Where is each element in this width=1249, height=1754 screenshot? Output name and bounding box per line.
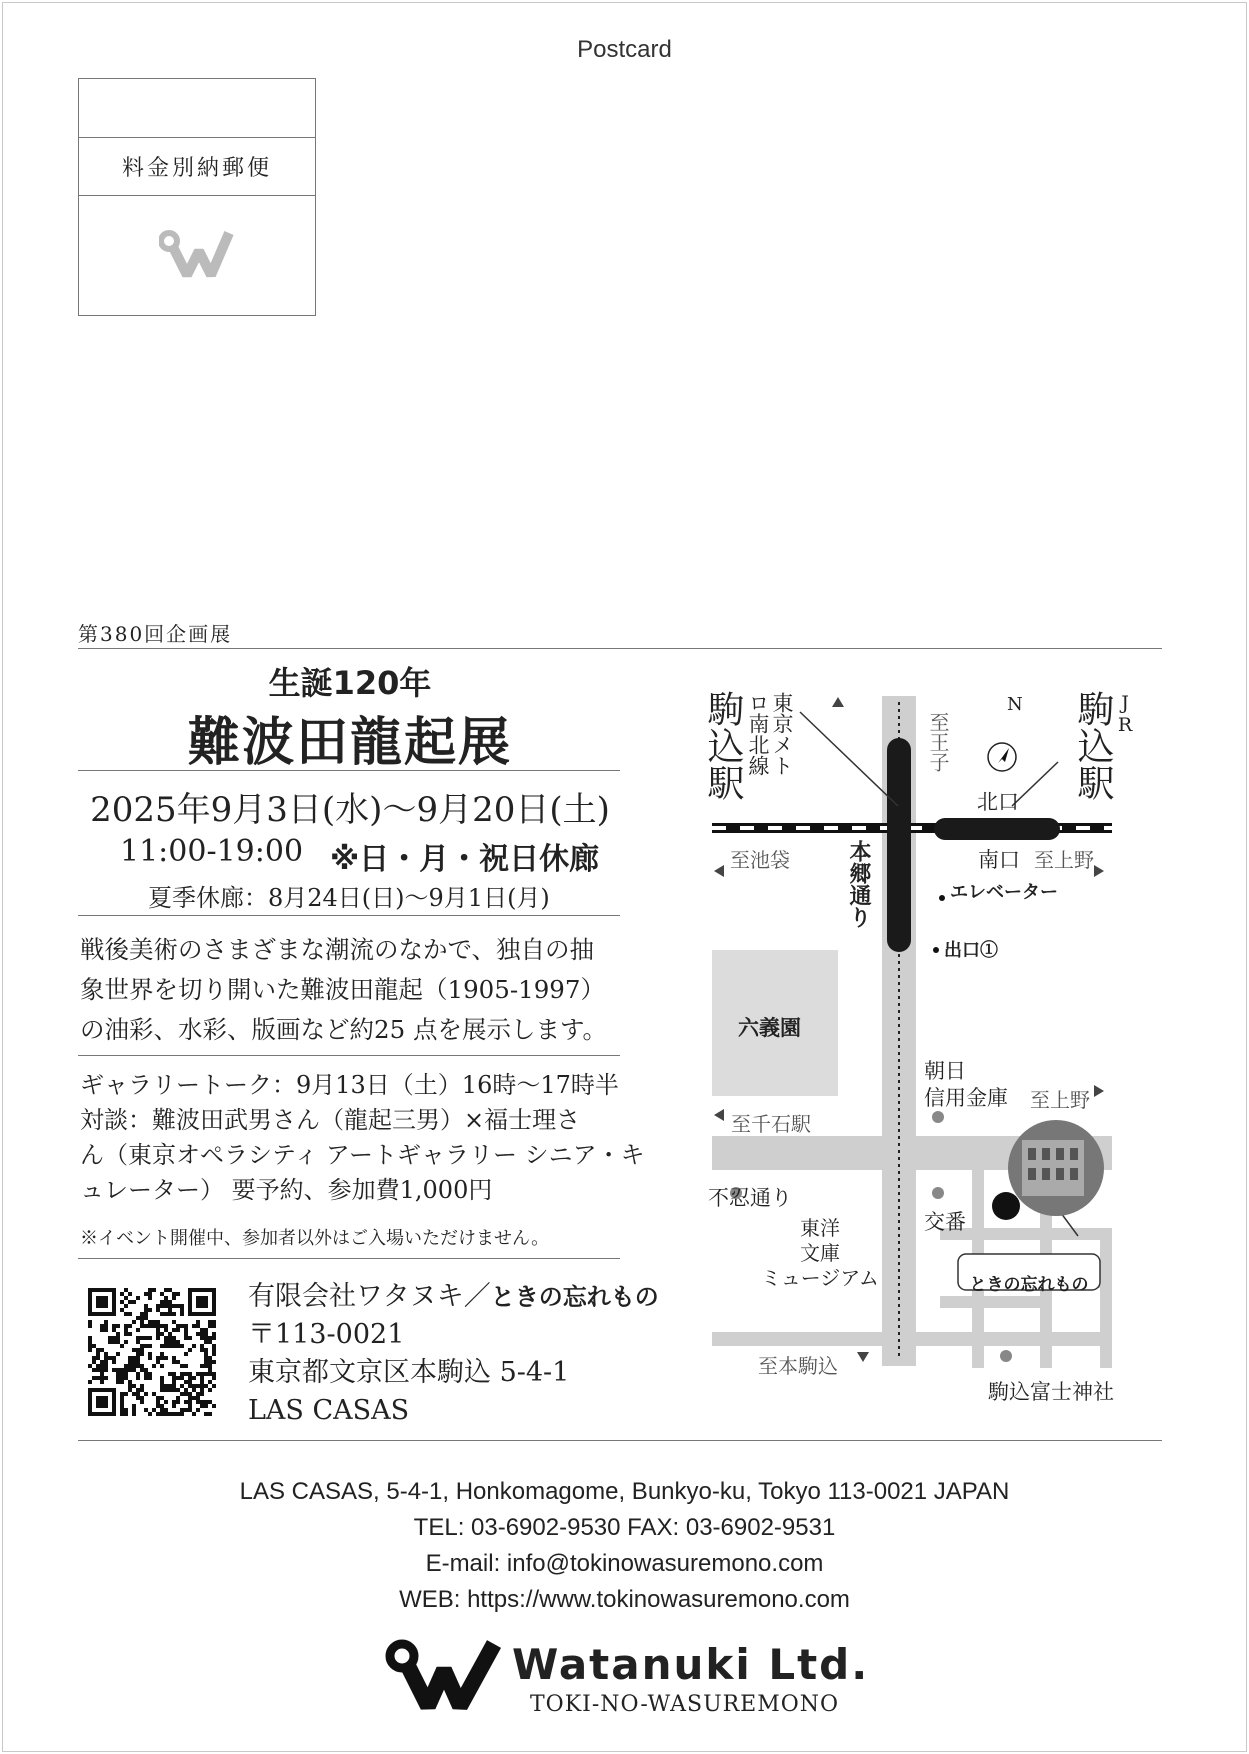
exhibition-series: 第380回企画展: [78, 622, 233, 646]
exit1-label: 出口①: [944, 940, 998, 961]
building-name: LAS CASAS: [248, 1395, 410, 1426]
to-honkomagome-label: 至本駒込: [758, 1354, 838, 1378]
event-line: ギャラリートーク：9月13日（土）16時〜17時半: [80, 1071, 619, 1099]
company-name: 有限会社ワタヌキ／: [248, 1281, 491, 1312]
shinobazu-dori-label: 不忍通り: [708, 1186, 792, 1210]
metro-line-label: 東京メトロ南北線: [746, 692, 794, 776]
divider: [79, 195, 315, 196]
elevator-label: エレベーター: [950, 882, 1058, 903]
footer-tel-fax: TEL: 03-6902-9530 FAX: 03-6902-9531: [413, 1514, 836, 1541]
rikugien-label: 六義園: [738, 1015, 801, 1040]
arrow-left-icon: [714, 865, 724, 877]
divider: [78, 770, 620, 771]
gallery-map-label: ときの忘れもの: [969, 1275, 1089, 1295]
north-exit-label: 北口: [977, 790, 1019, 814]
access-map: [700, 688, 1120, 1408]
arrow-right-icon: [1094, 865, 1104, 877]
toyo-bunko-label: 東洋 文庫 ミュージアム: [761, 1216, 879, 1290]
gallery-talk-info: [80, 1068, 645, 1208]
footer-web[interactable]: WEB: https://www.tokinowasuremono.com: [399, 1586, 850, 1613]
qr-code[interactable]: [88, 1288, 216, 1416]
footer-email[interactable]: E-mail: info@tokinowasuremono.com: [425, 1550, 824, 1577]
komagome-metro-station: [887, 738, 911, 952]
to-ueno-label-2: 至上野: [1030, 1088, 1090, 1112]
arrow-up-icon: [832, 697, 844, 707]
street: [1100, 1228, 1112, 1368]
postcard-label: Postcard: [577, 36, 672, 63]
exhibition-subtitle: 生誕120年: [268, 664, 432, 702]
divider: [78, 648, 1162, 649]
divider: [78, 1258, 620, 1259]
asahi-bank-label: 朝日 信用金庫: [924, 1059, 1008, 1110]
divider: [79, 137, 315, 138]
jr-label: JR: [1114, 692, 1136, 736]
logo-subtitle: TOKI-NO-WASUREMONO: [530, 1692, 840, 1717]
koban-label: 交番: [924, 1210, 966, 1234]
exhibition-description: [80, 930, 607, 1050]
street: [940, 1296, 1050, 1308]
event-line: 対談：難波田武男さん（龍起三男）×福士理さ: [80, 1106, 581, 1134]
postage-label: 料金別納郵便: [121, 156, 272, 181]
event-line: ん（東京オペラシティ アートギャラリー シニア・キ: [80, 1141, 645, 1169]
company-info: [248, 1278, 659, 1430]
gallery-location-pin: [992, 1192, 1020, 1220]
divider: [78, 1055, 620, 1056]
watanuki-logo-icon: [159, 229, 239, 281]
arrow-left-icon: [714, 1109, 724, 1121]
postal-code: 〒113-0021: [248, 1319, 405, 1350]
to-ikebukuro-label: 至池袋: [730, 848, 790, 872]
description-line: 戦後美術のさまざまな潮流のなかで、独自の抽: [80, 935, 595, 964]
to-ueno-label: 至上野: [1034, 848, 1094, 872]
fuji-shrine-label: 駒込富士神社: [988, 1380, 1114, 1404]
exhibition-dates: 2025年9月3日(水)〜9月20日(土): [90, 790, 610, 830]
description-line: 象世界を切り開いた難波田龍起（1905-1997）: [80, 975, 605, 1004]
watanuki-logo-icon: [384, 1636, 504, 1716]
divider: [78, 1440, 1162, 1441]
postage-stamp-box: [78, 78, 316, 316]
address: 東京都文京区本駒込 5-4-1: [248, 1357, 570, 1388]
hongo-dori-label: 本郷通り: [846, 840, 872, 928]
komagome-metro-label: 駒込駅: [701, 690, 744, 801]
summer-closure: 夏季休廊：8月24日(日)〜9月1日(月): [148, 884, 550, 912]
event-line: ュレーター） 要予約、参加費1,000円: [80, 1176, 493, 1204]
komagome-jr-station: [934, 818, 1060, 840]
logo-name: Watanuki Ltd.: [512, 1640, 870, 1689]
opening-hours: 11:00-19:00: [120, 834, 304, 869]
south-exit-label: 南口: [978, 848, 1020, 872]
footer-address: LAS CASAS, 5-4-1, Honkomagome, Bunkyo-ku, Tokyo 113-0021 JAPAN: [239, 1478, 1010, 1505]
north-label: N: [1007, 694, 1023, 715]
description-line: の油彩、水彩、版画など約25 点を展示します。: [80, 1015, 608, 1044]
exhibition-title: 難波田龍起展: [187, 713, 512, 773]
komagome-jr-label: 駒込駅: [1071, 690, 1114, 801]
to-oji-label: 至王子: [926, 712, 950, 772]
divider: [78, 915, 620, 916]
compass-icon: [988, 743, 1016, 771]
footer-contact: [0, 1474, 1249, 1618]
event-note: ※イベント開催中、参加者以外はご入場いただけません。: [80, 1228, 550, 1249]
arrow-right-icon: [1094, 1085, 1104, 1097]
closed-days: ※日・月・祝日休廊: [330, 842, 600, 877]
gallery-name: ときの忘れもの: [490, 1283, 659, 1311]
arrow-down-icon: [857, 1352, 869, 1362]
to-sengoku-label: 至千石駅: [731, 1112, 811, 1136]
